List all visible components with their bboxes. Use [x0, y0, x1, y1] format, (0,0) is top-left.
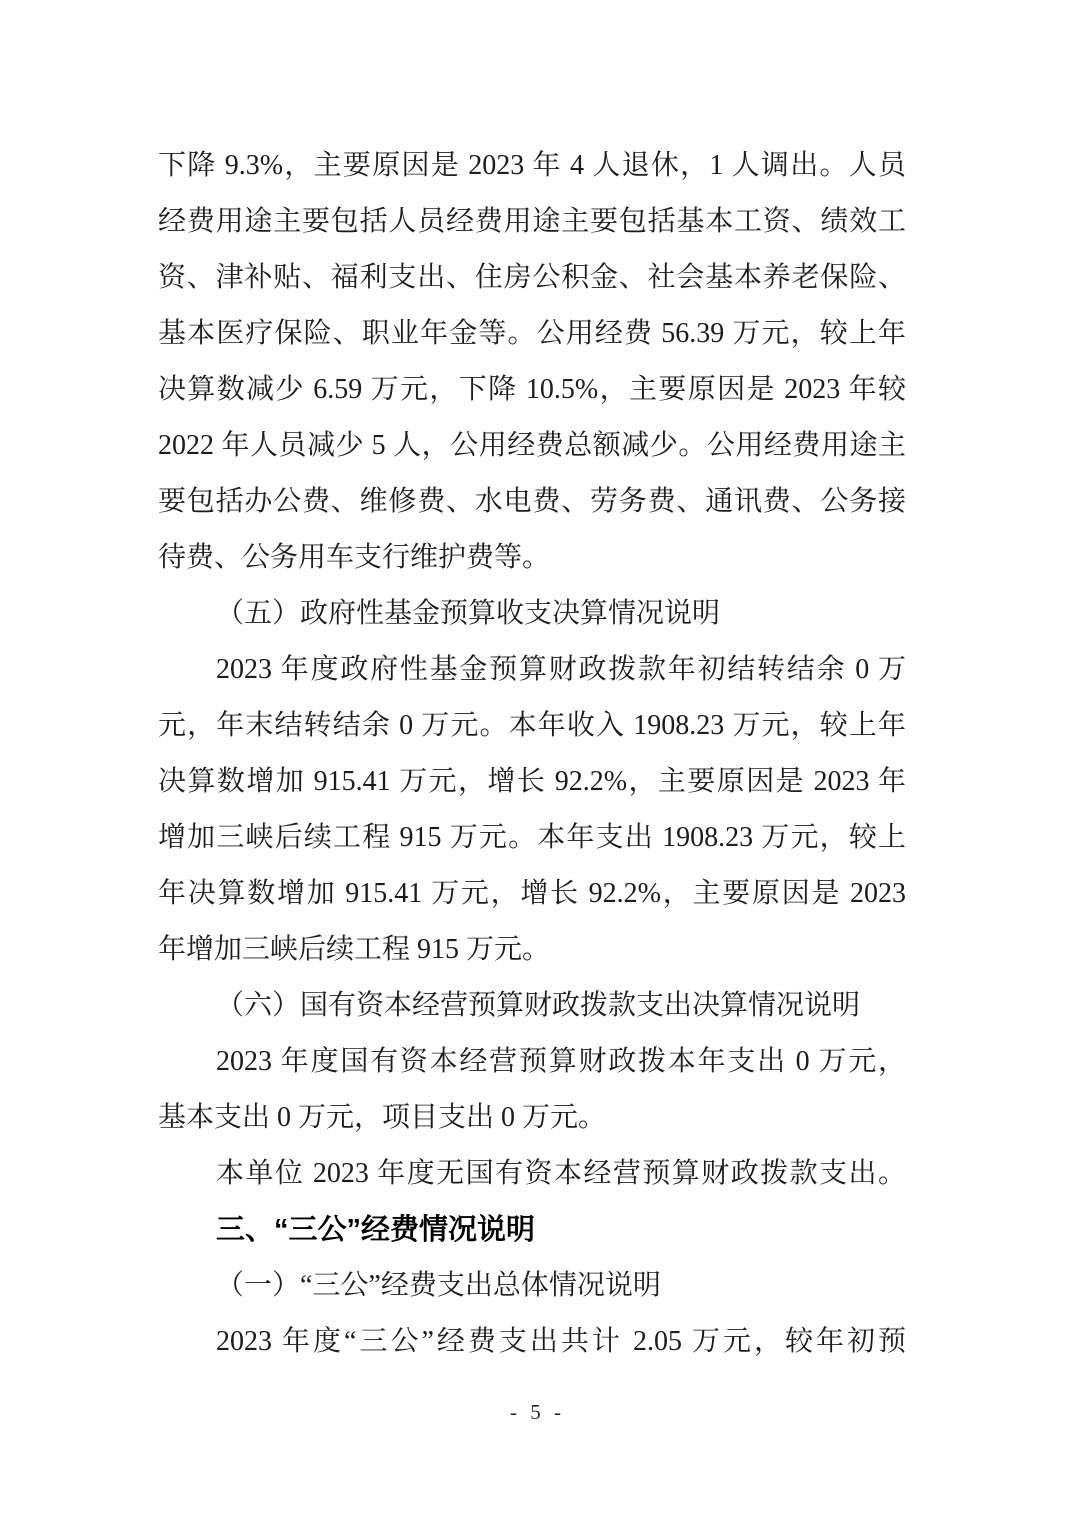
text-line: 年决算数增加 915.41 万元，增长 92.2%，主要原因是 2023: [158, 878, 906, 909]
text-line: 2023 年度国有资本经营预算财政拨本年支出 0 万元，: [216, 1046, 906, 1077]
text-line: 决算数减少 6.59 万元，下降 10.5%，主要原因是 2023 年较: [158, 374, 906, 405]
text-line: 基本支出 0 万元，项目支出 0 万元。: [158, 1102, 607, 1133]
text-line: 2023 年度“三公”经费支出共计 2.05 万元，较年初预: [216, 1326, 906, 1357]
text-line: 2023 年度政府性基金预算财政拨款年初结转结余 0 万: [216, 654, 906, 685]
sub-heading: （六）国有资本经营预算财政拨款支出决算情况说明: [216, 990, 861, 1021]
page-number: - 5 -: [510, 1400, 565, 1424]
text-line: 经费用途主要包括人员经费用途主要包括基本工资、绩效工: [158, 206, 906, 237]
document-body: [158, 138, 906, 1370]
section-heading: 三、“三公”经费情况说明: [216, 1214, 536, 1246]
sub-heading: （五）政府性基金预算收支决算情况说明: [216, 598, 721, 629]
text-line: 决算数增加 915.41 万元，增长 92.2%，主要原因是 2023 年: [158, 766, 906, 797]
text-line: 2022 年人员减少 5 人，公用经费总额减少。公用经费用途主: [158, 430, 906, 461]
text-line: 下降 9.3%，主要原因是 2023 年 4 人退休，1 人调出。人员: [158, 150, 906, 181]
text-line: 年增加三峡后续工程 915 万元。: [158, 934, 551, 965]
sub-heading: （一）“三公”经费支出总体情况说明: [216, 1270, 661, 1301]
text-line: 增加三峡后续工程 915 万元。本年支出 1908.23 万元，较上: [158, 822, 906, 853]
text-line: 元，年末结转结余 0 万元。本年收入 1908.23 万元，较上年: [158, 710, 906, 741]
text-line: 基本医疗保险、职业年金等。公用经费 56.39 万元，较上年: [158, 318, 906, 349]
text-line: 资、津补贴、福利支出、住房公积金、社会基本养老保险、: [158, 262, 906, 293]
text-line: 本单位 2023 年度无国有资本经营预算财政拨款支出。: [216, 1158, 906, 1189]
text-line: 待费、公务用车支行维护费等。: [158, 542, 551, 573]
text-line: 要包括办公费、维修费、水电费、劳务费、通讯费、公务接: [158, 486, 906, 517]
